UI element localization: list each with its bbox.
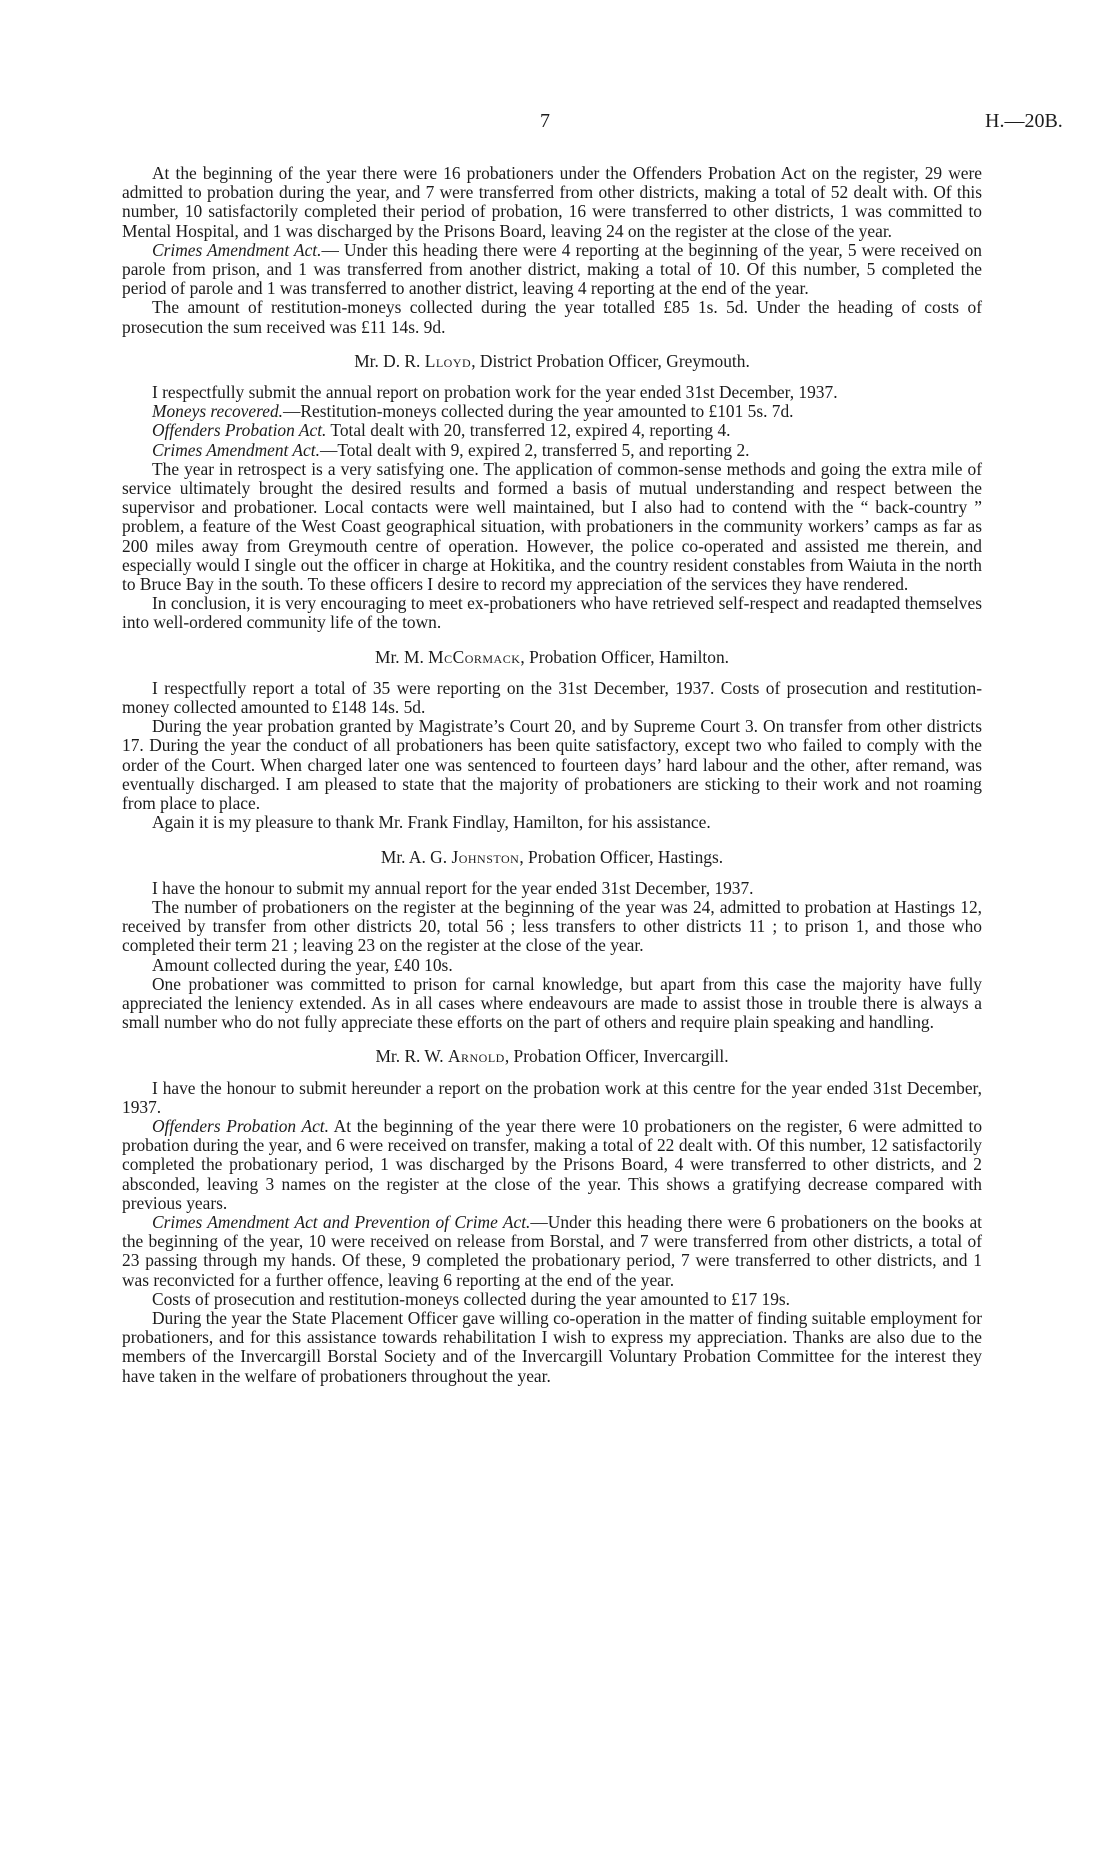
lloyd-p2-text: —Restitution-moneys collected during the year amounted to £101 5s. 7d. (283, 401, 794, 422)
document-body (122, 164, 982, 1386)
lloyd-title-suffix: , District Probation Officer, Greymouth. (471, 350, 750, 371)
lloyd-paragraph-3 (122, 421, 982, 440)
arnold-section-title (122, 1047, 982, 1066)
johnston-title-prefix: Mr. A. G. (380, 846, 452, 867)
lloyd-paragraph-1: I respectfully submit the annual report on probation work for the year ended 31st December, 1937. (152, 382, 838, 403)
document-reference: H.—20B. (985, 110, 1063, 132)
intro-paragraph-1: At the beginning of the year there were 16 probationers under the Offenders Probation Act on the register, 29 were admitted to probation during the year, and 7 were transferred from other districts, making a total of 52 dealt with. Of this number, 10 satisfactorily completed their period of probation, 16 were transferred to other districts, 1 was committed to Mental Hospital, and 1 was discharged by the Prisons Board, leaving 24 on the register at the close of the year. (122, 163, 982, 241)
mccormack-section (122, 648, 982, 833)
mccormack-paragraph-2: During the year probation granted by Magistrate’s Court 20, and by Supreme Court 3. On transfer from other districts 17. During the year the conduct of all probationers has been quite satisfactory, except two who failed to comply with the order of the Court. When charged later one was sentenced to fourteen days’ hard labour and the other, after remand, was eventually discharged. I am pleased to state that the majority of probationers are sticking to their work and not roaming from place to place. (122, 716, 982, 814)
intro-p2-label: Crimes Amendment Act. (152, 239, 322, 260)
lloyd-p3-label: Offenders Probation Act. (152, 420, 327, 441)
lloyd-paragraph-5: The year in retrospect is a very satisfying one. The application of common-sense methods and going the extra mile of service ultimately brought the desired results and formed a basis of mutual understanding and respect between the supervisor and probationer. Local contacts were well maintained, but I also had to contend with the “ back-country ” problem, a feature of the West Coast geographical situation, with probationers in the community workers’ camps as far as 200 miles away from Greymouth centre of operation. However, the police co-operated and assisted me therein, and especially would I single out the officer in charge at Hokitika, and the country resident constables from Waiuta in the north to Bruce Bay in the south. To these officers I desire to record my appreciation of the services they have rendered. (122, 458, 982, 595)
mccormack-title-suffix: , Probation Officer, Hamilton. (520, 646, 729, 667)
lloyd-title-name: Lloyd (424, 350, 472, 371)
arnold-title-prefix: Mr. R. W. (375, 1046, 448, 1067)
arnold-p3-label: Crimes Amendment Act and Prevention of Crime Act. (152, 1211, 531, 1232)
lloyd-paragraph-6: In conclusion, it is very encouraging to meet ex-probationers who have retrieved self-respect and readapted themselves into well-ordered community life of the town. (122, 593, 982, 633)
arnold-title-name: Arnold (447, 1046, 505, 1067)
johnston-paragraph-2: The number of probationers on the register at the beginning of the year was 24, admitted to probation at Hastings 12, received by transfer from other districts 20, total 56 ; less transfers to other districts 11 ; to prison 1, and those who completed their term 21 ; leaving 23 on the register at the close of the year. (122, 896, 982, 956)
arnold-p2-text: At the beginning of the year there were 10 probationers on the register, 6 were admitted to probation during the year, and 6 were received on transfer, making a total of 22 dealt with. Of this number, 12 satisfactorily completed the probationary period, 1 was discharged by the Prisons Board, 4 were transferred to other districts, and 2 absconded, leaving 3 names on the register at the close of the year. This shows a gratifying decrease compared with previous years. (122, 1115, 983, 1213)
lloyd-section (122, 352, 982, 633)
lloyd-p2-label: Moneys recovered. (152, 401, 284, 422)
lloyd-p3-text: Total dealt with 20, transferred 12, expired 4, reporting 4. (326, 420, 731, 441)
arnold-title-suffix: , Probation Officer, Invercargill. (504, 1046, 729, 1067)
arnold-section (122, 1047, 982, 1385)
johnston-paragraph-1: I have the honour to submit my annual report for the year ended 31st December, 1937. (152, 877, 754, 898)
arnold-paragraph-4: Costs of prosecution and restitution-moneys collected during the year amounted to £17 19s. (152, 1288, 791, 1309)
intro-paragraph-2 (122, 241, 982, 299)
johnston-paragraph-4: One probationer was committed to prison for carnal knowledge, but apart from this case the majority have fully appreciated the leniency extended. As in all cases where endeavours are made to assist those in trouble there is always a small number who do not fully appreciate these efforts on the part of others and require plain speaking and handling. (122, 973, 982, 1033)
arnold-paragraph-3 (122, 1213, 982, 1290)
lloyd-paragraph-4 (122, 441, 982, 460)
mccormack-title-name: McCormack (428, 646, 521, 667)
johnston-section-title (122, 848, 982, 867)
mccormack-title-prefix: Mr. M. (375, 646, 429, 667)
lloyd-p4-text: —Total dealt with 9, expired 2, transferred 5, and reporting 2. (319, 439, 750, 460)
intro-p2-text: — Under this heading there were 4 reporting at the beginning of the year, 5 were received on parole from prison, and 1 was transferred from another district, making a total of 10. Of this number, 5 completed the period of parole and 1 was transferred to another district, leaving 4 reporting at the end of the year. (122, 239, 982, 299)
arnold-p3-text: —Under this heading there were 6 probationers on the books at the beginning of the year, 10 were received on release from Borstal, and 7 were transferred from other districts, a total of 23 passing through my hands. Of these, 9 completed the probationary period, 7 were transferred to other districts, and 1 was reconvicted for a further offence, leaving 6 reporting at the end of the year. (122, 1211, 983, 1290)
page-number: 7 (540, 110, 550, 132)
johnston-section (122, 848, 982, 1033)
lloyd-paragraph-2 (122, 402, 982, 421)
arnold-paragraph-1: I have the honour to submit hereunder a report on the probation work at this centre for the year ended 31st December, 1937. (122, 1077, 982, 1117)
johnston-paragraph-3: Amount collected during the year, £40 10s. (152, 954, 453, 975)
arnold-paragraph-5: During the year the State Placement Officer gave willing co-operation in the matter of finding suitable employment for probationers, and for this assistance towards rehabilitation I wish to express my appreciation. Thanks are also due to the members of the Invercargill Borstal Society and of the Invercargill Voluntary Probation Committee for the interest they have taken in the welfare of probationers throughout the year. (122, 1307, 982, 1386)
mccormack-paragraph-1: I respectfully report a total of 35 were reporting on the 31st December, 1937. Costs of prosecution and restitution-money collected amounted to £148 14s. 5d. (122, 677, 982, 718)
mccormack-section-title (122, 648, 982, 667)
intro-paragraph-3: The amount of restitution-moneys collected during the year totalled £85 1s. 5d. Under the heading of costs of prosecution the sum received was £11 14s. 9d. (122, 297, 982, 337)
lloyd-p4-label: Crimes Amendment Act. (152, 439, 320, 460)
arnold-p2-label: Offenders Probation Act. (152, 1115, 329, 1136)
arnold-paragraph-2 (122, 1117, 982, 1213)
mccormack-paragraph-3: Again it is my pleasure to thank Mr. Frank Findlay, Hamilton, for his assistance. (152, 812, 711, 833)
intro-section (122, 164, 982, 337)
johnston-title-name: Johnston (451, 846, 520, 867)
lloyd-title-prefix: Mr. D. R. (354, 350, 425, 371)
lloyd-section-title (122, 352, 982, 371)
johnston-title-suffix: , Probation Officer, Hastings. (519, 846, 724, 867)
